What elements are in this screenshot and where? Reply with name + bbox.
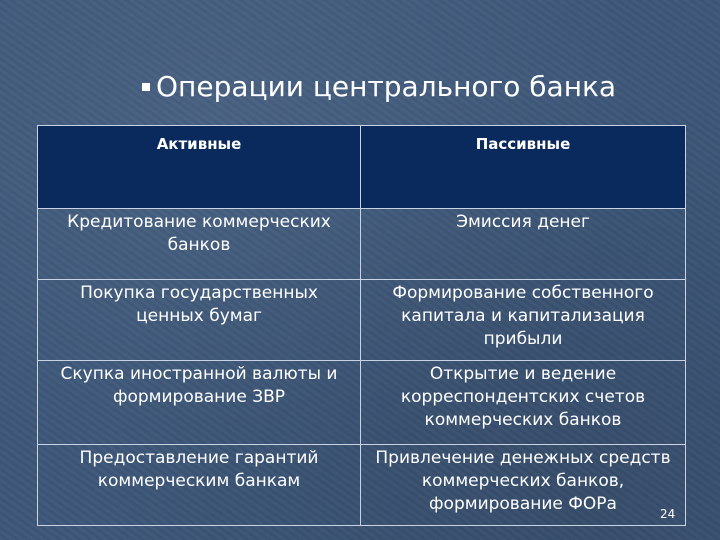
table-cell: Скупка иностранной валюты и формирование ЗВР — [38, 361, 361, 445]
table-row — [38, 361, 686, 445]
table-row — [38, 209, 686, 280]
square-bullet-icon — [142, 83, 150, 91]
header-passive: Пассивные — [361, 126, 686, 209]
table-cell: Покупка государственных ценных бумаг — [38, 280, 361, 361]
operations-table — [37, 125, 686, 526]
table-row — [38, 280, 686, 361]
table-cell: Предоставление гарантий коммерческим банкам — [38, 445, 361, 526]
table-cell: Кредитование коммерческих банков — [38, 209, 361, 280]
table-header-row — [38, 126, 686, 209]
page-number: 24 — [660, 507, 676, 521]
table-row — [38, 445, 686, 526]
slide-title — [142, 70, 616, 103]
table-cell: Эмиссия денег — [361, 209, 686, 280]
slide-title-text: Операции центрального банка — [156, 70, 617, 103]
table-cell: Привлечение денежных средств коммерческих банков, формирование ФОРа — [361, 445, 686, 526]
header-active: Активные — [38, 126, 361, 209]
table-cell: Открытие и ведение корреспондентских счетов коммерческих банков — [361, 361, 686, 445]
table-cell: Формирование собственного капитала и капитализация прибыли — [361, 280, 686, 361]
